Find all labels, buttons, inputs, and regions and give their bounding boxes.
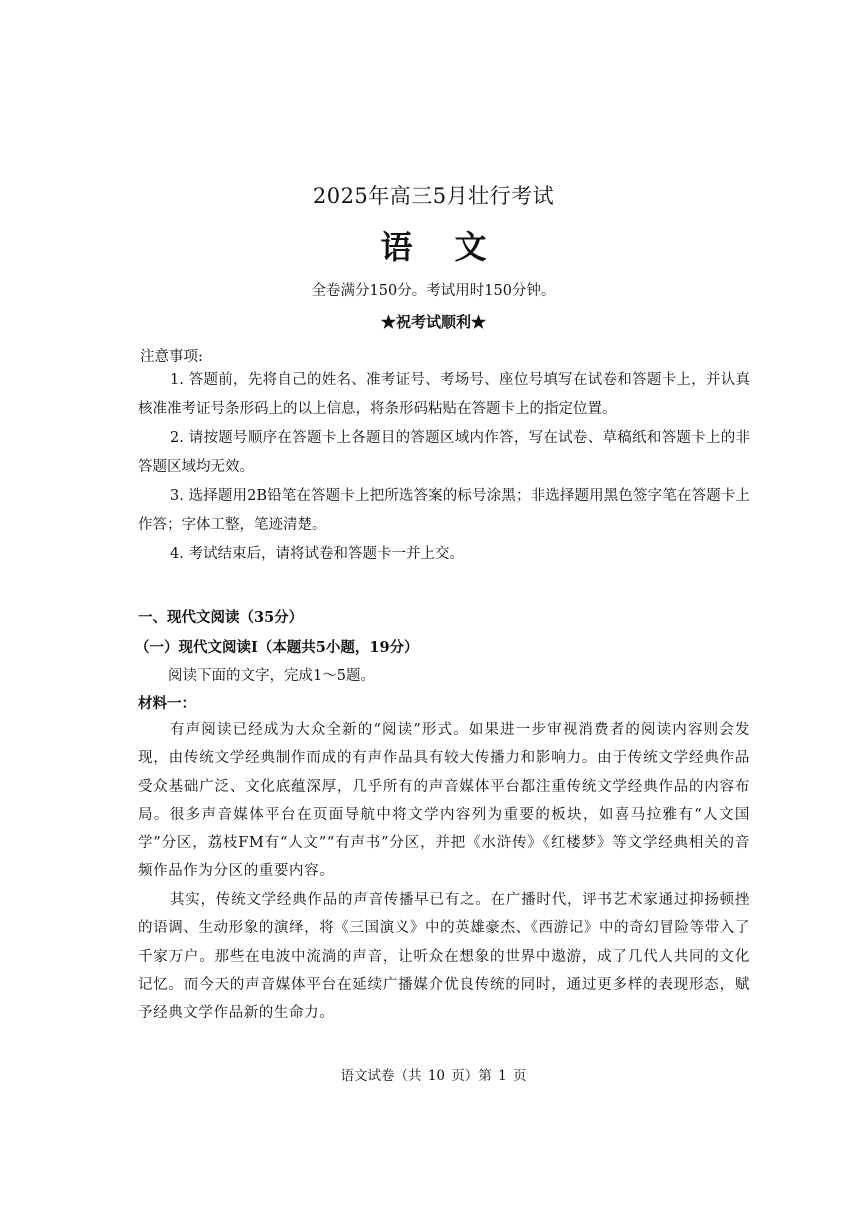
notice-item-1: 1. 答题前，先将自己的姓名、准考证号、考场号、座位号填写在试卷和答题卡上，并认真核准准考证号条形码上的以上信息，将条形码粘贴在答题卡上的指定位置。 — [138, 372, 750, 417]
notice-item-4: 4. 考试结束后，请将试卷和答题卡一并上交。 — [170, 546, 464, 562]
motto: ★祝考试顺利★ — [380, 313, 486, 331]
notice-item-3: 3. 选择题用2B铅笔在答题卡上把所选答案的标号涂黑；非选择题用黑色签字笔在答题卡上作答；字体工整，笔迹清楚。 — [138, 488, 750, 533]
exam-title: 2025年高三5月壮行考试 — [312, 184, 555, 208]
notice-heading: 注意事项: — [140, 349, 203, 365]
section-heading: 一、现代文阅读（35分） — [138, 609, 304, 626]
exam-info: 全卷满分150分。考试用时150分钟。 — [311, 283, 556, 299]
sub-section-heading: （一）现代文阅读Ⅰ（本题共5小题，19分） — [135, 639, 419, 656]
notice-item-2: 2. 请按题号顺序在答题卡上各题目的答题区域内作答，写在试卷、草稿纸和答题卡上的非答题区域均无效。 — [138, 430, 750, 475]
page-footer: 语文试卷（共 10 页）第 1 页 — [340, 1068, 527, 1084]
material-label: 材料一： — [138, 695, 196, 712]
passage-paragraph-2: 其实，传统文学经典作品的声音传播早已有之。在广播时代，评书艺术家通过抑扬顿挫的语调、生动形象的演绎，将《三国演义》中的英雄豪杰、《西游记》中的奇幻冒险等带入了千家万户。那些在电波中流淌的声音，让听众在想象的世界中遨游，成了几代人共同的文化记忆。而今天的声音媒体平台在延续广播媒介优良传统的同时，通过更多样的表现形态，赋予经典文学作品新的生命力。 — [138, 892, 750, 1022]
passage-paragraph-1: 有声阅读已经成为大众全新的“阅读”形式。如果进一步审视消费者的阅读内容则会发现，由传统文学经典制作而成的有声作品具有较大传播力和影响力。由于传统文学经典作品受众基础广泛、文化底蕴深厚，几乎所有的声音媒体平台都注重传统文学经典作品的内容布局。很多声音媒体平台在页面导航中将文学内容列为重要的板块，如喜马拉雅有“人文国学”分区，荔枝FM有“人文”“有声书”分区，并把《水浒传》《红楼梦》等文学经典相关的音频作品作为分区的重要内容。 — [138, 722, 750, 880]
subject-title: 语文 — [380, 228, 529, 266]
reading-instruction: 阅读下面的文字，完成1～5题。 — [168, 668, 375, 684]
